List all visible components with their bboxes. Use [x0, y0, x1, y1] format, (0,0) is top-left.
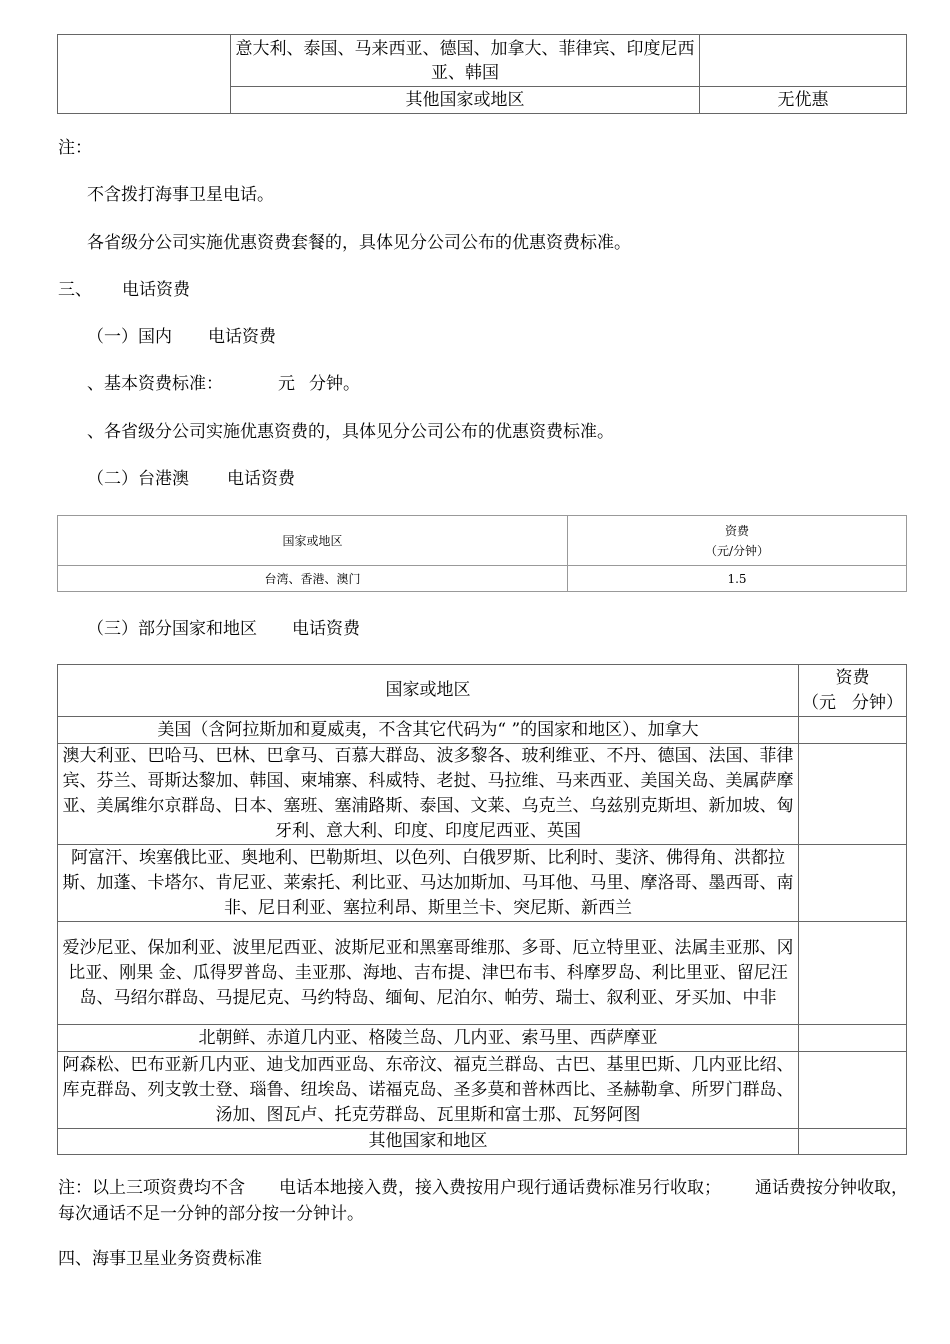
rate-line: 、各省级分公司实施优惠资费的，具体见分公司公布的优惠资费标准。	[87, 422, 614, 442]
discount-table	[57, 34, 907, 114]
discount-cell: 无优惠	[700, 87, 907, 114]
rate-cell	[799, 1052, 907, 1129]
country-group-cell: 爱沙尼亚、保加利亚、波里尼西亚、波斯尼亚和黑塞哥维那、多哥、厄立特里亚、法属圭亚那、冈比亚、刚果 金、瓜得罗普岛、圭亚那、海地、吉布提、津巴布韦、科摩罗岛、利比里亚、留尼汪岛、马绍尔群岛、马提尼克、马约特岛、缅甸、尼泊尔、帕劳、瑞士、叙利亚、牙买加、中非	[58, 922, 799, 1025]
country-list-cell: 其他国家或地区	[231, 87, 700, 114]
subheading: 电话资费	[208, 327, 276, 347]
subheading: （一）国内	[87, 327, 172, 347]
rate-cell	[799, 1129, 907, 1155]
section-heading: 四、海事卫星业务资费标准	[58, 1249, 262, 1269]
rate-line-unit: 元	[278, 374, 295, 394]
rate-cell	[799, 922, 907, 1025]
rate-cell	[799, 845, 907, 922]
country-group-cell: 其他国家和地区	[58, 1129, 799, 1155]
hk-macau-taiwan-rate-table	[57, 515, 907, 592]
column-header-line: 资费	[835, 667, 870, 688]
empty-cell	[58, 35, 231, 114]
rate-cell	[799, 1025, 907, 1052]
note-item: 各省级分公司实施优惠资费套餐的，具体见分公司公布的优惠资费标准。	[87, 233, 631, 253]
column-header-part: （元	[802, 692, 836, 713]
rate-cell	[799, 744, 907, 845]
country-group-cell: 阿森松、巴布亚新几内亚、迪戈加西亚岛、东帝汶、福克兰群岛、古巴、基里巴斯、几内亚比绍、库克群岛、列支敦士登、瑙鲁、纽埃岛、诺福克岛、圣多莫和普林西比、圣赫勒拿、所罗门群岛、汤加、图瓦卢、托克劳群岛、瓦里斯和富士那、瓦努阿图	[58, 1052, 799, 1129]
country-group-cell: 澳大利亚、巴哈马、巴林、巴拿马、百慕大群岛、波多黎各、玻利维亚、不丹、德国、法国、菲律宾、芬兰、哥斯达黎加、韩国、柬埔寨、科威特、老挝、马拉维、马来西亚、美国关岛、美属萨摩亚、美属维尔京群岛、日本、塞班、塞浦路斯、泰国、文莱、乌克兰、乌兹别克斯坦、新加坡、匈牙利、意大利、印度、印度尼西亚、英国	[58, 744, 799, 845]
column-header-line: 资费	[724, 523, 749, 538]
rate-line-unit: 分钟。	[309, 374, 360, 394]
note-label: 注：	[58, 138, 92, 158]
fee-note-part: 注：以上三项资费均不含	[58, 1178, 245, 1198]
column-header	[568, 516, 907, 566]
subheading: （三）部分国家和地区	[87, 619, 257, 639]
fee-note	[58, 1175, 908, 1227]
column-header: 国家或地区	[58, 516, 568, 566]
discount-cell	[700, 35, 907, 87]
rate-cell	[799, 717, 907, 744]
column-header-line	[799, 691, 906, 716]
column-header-line: （元/分钟）	[704, 543, 770, 558]
country-group-cell: 阿富汗、埃塞俄比亚、奥地利、巴勒斯坦、以色列、白俄罗斯、比利时、斐济、佛得角、洪都拉斯、加蓬、卡塔尔、肯尼亚、莱索托、利比亚、马达加斯加、马耳他、马里、摩洛哥、墨西哥、南非、尼日利亚、塞拉利昂、斯里兰卡、突尼斯、新西兰	[58, 845, 799, 922]
fee-note-part: 电话本地接入费，接入费按用户现行通话费标准另行收取；	[279, 1178, 721, 1198]
subheading: 电话资费	[227, 469, 295, 489]
region-cell: 台湾、香港、澳门	[58, 566, 568, 592]
subheading: 电话资费	[292, 619, 360, 639]
section-number: 三、	[58, 280, 92, 300]
international-rate-table	[57, 664, 907, 1155]
column-header-part: 分钟）	[852, 692, 903, 713]
rate-line: 、基本资费标准：	[87, 374, 223, 394]
note-item: 不含拨打海事卫星电话。	[87, 185, 274, 205]
country-group-cell: 美国（含阿拉斯加和夏威夷，不含其它代码为“ ”的国家和地区）、加拿大	[58, 717, 799, 744]
section-heading: 电话资费	[122, 280, 190, 300]
country-group-cell: 北朝鲜、赤道几内亚、格陵兰岛、几内亚、索马里、西萨摩亚	[58, 1025, 799, 1052]
subheading: （二）台港澳	[87, 469, 189, 489]
country-list-cell: 意大利、泰国、马来西亚、德国、加拿大、菲律宾、印度尼西亚、韩国	[231, 35, 700, 87]
fee-note-part: 通话费按分钟收取，每次通话不足一分钟的部分按一分钟计。	[58, 1178, 908, 1224]
rate-cell: 1.5	[568, 566, 907, 592]
column-header	[799, 665, 907, 717]
column-header: 国家或地区	[58, 665, 799, 717]
